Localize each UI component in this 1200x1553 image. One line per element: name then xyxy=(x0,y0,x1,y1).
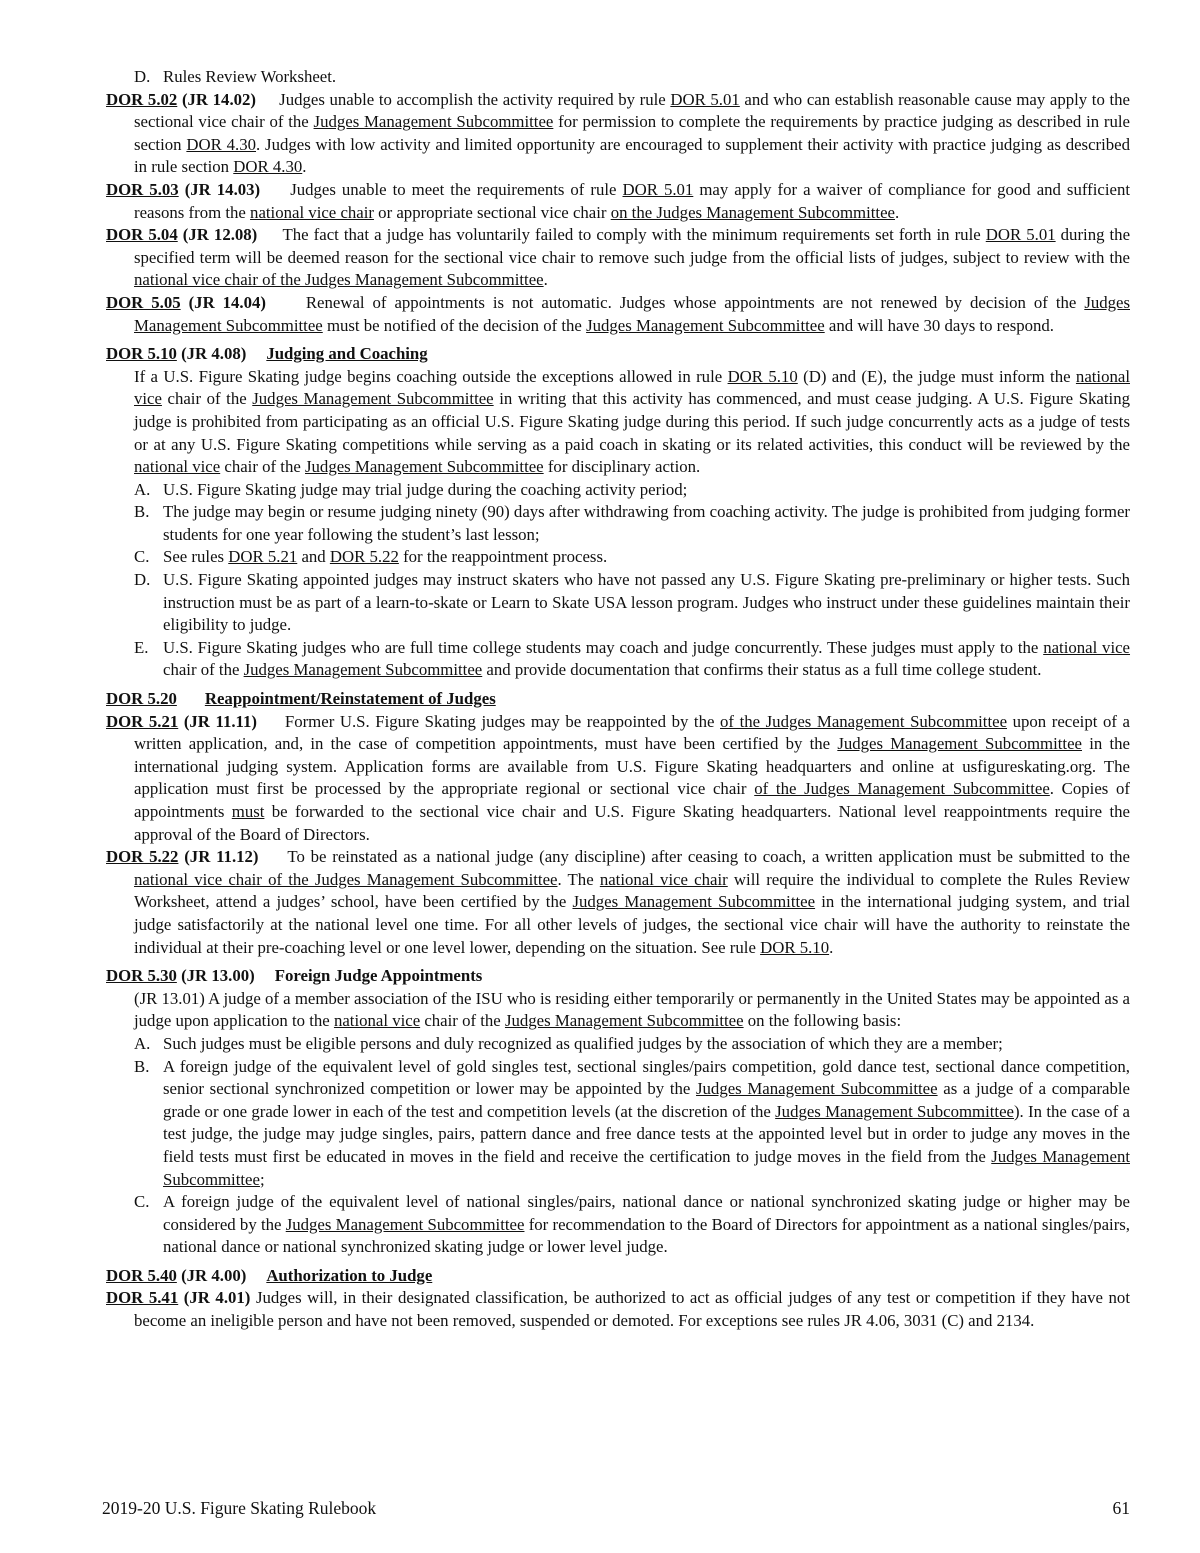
rule-link[interactable]: DOR 5.01 xyxy=(670,89,740,109)
rule-link[interactable]: DOR 5.40 xyxy=(106,1265,177,1285)
rule-link[interactable]: DOR 4.30 xyxy=(186,134,257,154)
subcommittee-link[interactable]: on the Judges Management Subcommittee xyxy=(610,202,895,222)
rule-dor-5-03: DOR 5.03 (JR 14.03) Judges unable to meet the requirements of rule DOR 5.01 may apply for a waiver of compliance for good and sufficient reasons from the national vice chair or appropriate sectional vice chair on the Judges Management Subcommittee. xyxy=(106,179,1130,222)
rule-dor-5-41: DOR 5.41 (JR 4.01) Judges will, in their designated classification, be authorized to act as official judges of any test or competition if they have not become an ineligible person and have not been removed, suspended or demoted. For exceptions see rules JR 4.06, 3031 (C) and 2134. xyxy=(106,1288,1130,1331)
section-heading-dor-5-30: DOR 5.30 (JR 13.00) Foreign Judge Appointments xyxy=(106,966,483,986)
rule-link[interactable]: DOR 5.05 xyxy=(106,292,181,312)
rule-link[interactable]: DOR 5.10 xyxy=(727,366,798,386)
vice-chair-link[interactable]: national vice xyxy=(134,457,221,477)
list-item: C. A foreign judge of the equivalent level of national singles/pairs, national dance or national synchronized skating judge or higher may be considered by the Judges Management Subcommittee for recommendation to the Board of Directors for appointment as a national singles/pairs, national dance or national synchronized skating judge or lower level judge. xyxy=(134,1192,1131,1257)
rule-link[interactable]: DOR 5.21 xyxy=(106,711,179,731)
subcommittee-link[interactable]: Judges Management Subcommittee xyxy=(572,892,816,912)
rule-dor-5-21: DOR 5.21 (JR 11.11) Former U.S. Figure Skating judges may be reappointed by the of the Judges Management Subcommittee upon receipt of a written application, and, in the case of competition appointments, must have been certified by the Judges Management Subcommittee in the international judging system. Application forms are available from U.S. Figure Skating headquarters and online at usfigureskating.org. The application must first be processed by the appropriate regional or sectional vice chair of the Judges Management Subcommittee. Copies of appointments must be forwarded to the sectional vice chair and U.S. Figure Skating headquarters. National level reappointments require the approval of the Board of Directors. xyxy=(106,711,1130,844)
footer-title: 2019-20 U.S. Figure Skating Rulebook xyxy=(102,1498,377,1518)
rule-link[interactable]: DOR 5.21 xyxy=(228,547,298,567)
rule-dor-5-05: DOR 5.05 (JR 14.04) Renewal of appointments is not automatic. Judges whose appointments are not renewed by decision of the Judges Management Subcommittee must be notified of the decision of the Judges Management Subcommittee and will have 30 days to respond. xyxy=(106,292,1130,335)
rule-dor-5-22: DOR 5.22 (JR 11.12) To be reinstated as a national judge (any discipline) after ceasing to coach, a written application must be submitted to the national vice chair of the Judges Management Subcommittee. The national vice chair will require the individual to complete the Rules Review Worksheet, attend a judges’ school, have been certified by the Judges Management Subcommittee in the international judging system, and trial judge satisfactorily at the national level one time. For all other levels of judges, the sectional vice chair will have the authority to reinstate the individual at their pre-coaching level or one level lower, depending on the situation. See rule DOR 5.10. xyxy=(106,847,1131,957)
list-item: C. See rules DOR 5.21 and DOR 5.22 for the reappointment process. xyxy=(134,547,608,567)
rule-link[interactable]: DOR 5.04 xyxy=(106,225,178,245)
rule-dor-5-04: DOR 5.04 (JR 12.08) The fact that a judge has voluntarily failed to comply with the minimum requirements set forth in rule DOR 5.01 during the specified term will be deemed reason for the sectional vice chair to remove such judge from the official lists of judges, subject to review with the national vice chair of the Judges Management Subcommittee. xyxy=(106,225,1131,290)
vice-chair-link[interactable]: national vice xyxy=(1043,637,1131,657)
rule-dor-5-02: DOR 5.02 (JR 14.02) Judges unable to accomplish the activity required by rule DOR 5.01 and who can establish reasonable cause may apply to the sectional vice chair of the Judges Management Subcommittee for permission to complete the requirements by practice judging as described in rule section DOR 4.30. Judges with low activity and limited opportunity are encouraged to supplement their activity with practice judging as described in rule section DOR 4.30. xyxy=(106,89,1131,177)
page-footer xyxy=(102,1498,1130,1519)
rulebook-page xyxy=(106,66,1130,1333)
subcommittee-link[interactable]: Judges Management Subcommittee xyxy=(313,112,554,132)
subcommittee-link[interactable]: of the Judges Management Subcommittee xyxy=(720,711,1008,731)
subcommittee-link[interactable]: Judges Management Subcommittee xyxy=(305,457,544,477)
rule-link[interactable]: DOR 5.01 xyxy=(622,179,694,199)
list-item: B. A foreign judge of the equivalent level of gold singles test, sectional singles/pairs competition, gold dance test, sectional dance competition, senior sectional synchronized competition or lower may be appointed by the Judges Management Subcommittee as a judge of a comparable grade or one grade lower in each of the test and competition levels (at the discretion of the Judges Management Subcommittee). In the case of a test judge, the judge may judge singles, pairs, pattern dance and free dance tests at the appointed level but in order to judge any moves in the field tests must first be educated in moves in the field and receive the certification to judge moves in the field from the Judges Management Subcommittee; xyxy=(134,1056,1130,1189)
list-item: D. U.S. Figure Skating appointed judges may instruct skaters who have not passed any U.S. Figure Skating pre-preliminary or higher tests. Such instruction must be as part of a learn-to-skate or Learn to Skate USA lesson program. Judges who instruct under these guidelines maintain their eligibility to judge. xyxy=(134,570,1130,635)
vice-chair-link[interactable]: national vice chair of the Judges Management Subcommittee xyxy=(134,270,544,290)
list-item: E. U.S. Figure Skating judges who are full time college students may coach and judge concurrently. These judges must apply to the national vice chair of the Judges Management Subcommittee and provide documentation that confirms their status as a full time college student. xyxy=(134,637,1131,680)
subcommittee-link[interactable]: Judges Management Subcommittee xyxy=(134,292,1130,335)
section-heading-dor-5-10: DOR 5.10 (JR 4.08) Judging and Coaching xyxy=(106,344,428,364)
subcommittee-link[interactable]: Judges Management Subcommittee xyxy=(243,660,483,680)
section-title: Authorization to Judge xyxy=(266,1265,433,1285)
subcommittee-link[interactable]: Judges Management Subcommittee xyxy=(586,315,825,335)
subcommittee-link[interactable]: Judges Management Subcommittee xyxy=(504,1011,744,1031)
rule-link[interactable]: DOR 5.03 xyxy=(106,179,179,199)
vice-chair-link[interactable]: national vice chair of the Judges Management Subcommittee xyxy=(134,869,558,889)
page-number: 61 xyxy=(1112,1498,1130,1518)
rule-link[interactable]: DOR 5.10 xyxy=(760,937,830,957)
section-heading-dor-5-20: DOR 5.20 Reappointment/Reinstatement of Judges xyxy=(106,689,496,709)
list-item: A. Such judges must be eligible persons and duly recognized as qualified judges by the association of which they are a member; xyxy=(134,1033,1003,1053)
vice-chair-link[interactable]: national vice xyxy=(333,1011,421,1031)
subcommittee-link[interactable]: Judges Management Subcommittee xyxy=(837,734,1082,754)
rule-link[interactable]: DOR 5.10 xyxy=(106,344,177,364)
rule-link[interactable]: DOR 5.41 xyxy=(106,1288,179,1308)
subcommittee-link[interactable]: Judges Management Subcommittee xyxy=(696,1079,938,1099)
subcommittee-link[interactable]: Judges Management Subcommittee xyxy=(775,1101,1014,1121)
rule-link[interactable]: DOR 5.02 xyxy=(106,89,178,109)
subcommittee-link[interactable]: Judges Management Subcommittee xyxy=(285,1214,525,1234)
subcommittee-link[interactable]: Judges Management Subcommittee xyxy=(163,1146,1130,1189)
subcommittee-link[interactable]: Judges Management Subcommittee xyxy=(252,389,494,409)
rule-link[interactable]: DOR 5.22 xyxy=(329,547,399,567)
list-item: D. Rules Review Worksheet. xyxy=(134,67,337,86)
vice-chair-link[interactable]: national vice chair xyxy=(599,869,728,889)
vice-chair-link[interactable]: national vice chair xyxy=(250,202,374,222)
rule-link[interactable]: DOR 5.22 xyxy=(106,847,179,867)
section-body: (JR 13.01) A judge of a member association of the ISU who is residing either temporarily or permanently in the United States may be appointed as a judge upon application to the national vice chair of the Judges Management Subcommittee on the following basis: xyxy=(134,988,1130,1031)
rule-link[interactable]: DOR 5.30 xyxy=(106,966,177,986)
vice-chair-link[interactable]: national vice xyxy=(134,366,1130,409)
section-heading-dor-5-40: DOR 5.40 (JR 4.00) Authorization to Judge xyxy=(106,1265,433,1285)
section-title: Judging and Coaching xyxy=(266,344,428,364)
rule-link[interactable]: DOR 5.01 xyxy=(985,225,1056,245)
section-title: Reappointment/Reinstatement of Judges xyxy=(204,689,496,709)
section-title: Foreign Judge Appointments xyxy=(274,966,483,986)
section-body: If a U.S. Figure Skating judge begins coaching outside the exceptions allowed in rule DOR 5.10 (D) and (E), the judge must inform the national vice chair of the Judges Management Subcommittee in writing that this activity has commenced, and must cease judging. A U.S. Figure Skating judge is prohibited from participating as an official U.S. Figure Skating judge during this period. If such judge concurrently acts as a judge of tests or at any U.S. Figure Skating competitions while serving as a paid coach in skating or its related activities, this conduct will be reviewed by the national vice chair of the Judges Management Subcommittee for disciplinary action. xyxy=(134,366,1130,477)
list-item: B. The judge may begin or resume judging ninety (90) days after withdrawing from coaching activity. The judge is prohibited from judging former students for one year following the student’s last lesson; xyxy=(134,502,1131,544)
rule-link[interactable]: DOR 4.30 xyxy=(233,157,303,177)
subcommittee-link[interactable]: of the Judges Management Subcommittee xyxy=(754,779,1050,799)
list-item: A. U.S. Figure Skating judge may trial judge during the coaching activity period; xyxy=(134,479,688,499)
